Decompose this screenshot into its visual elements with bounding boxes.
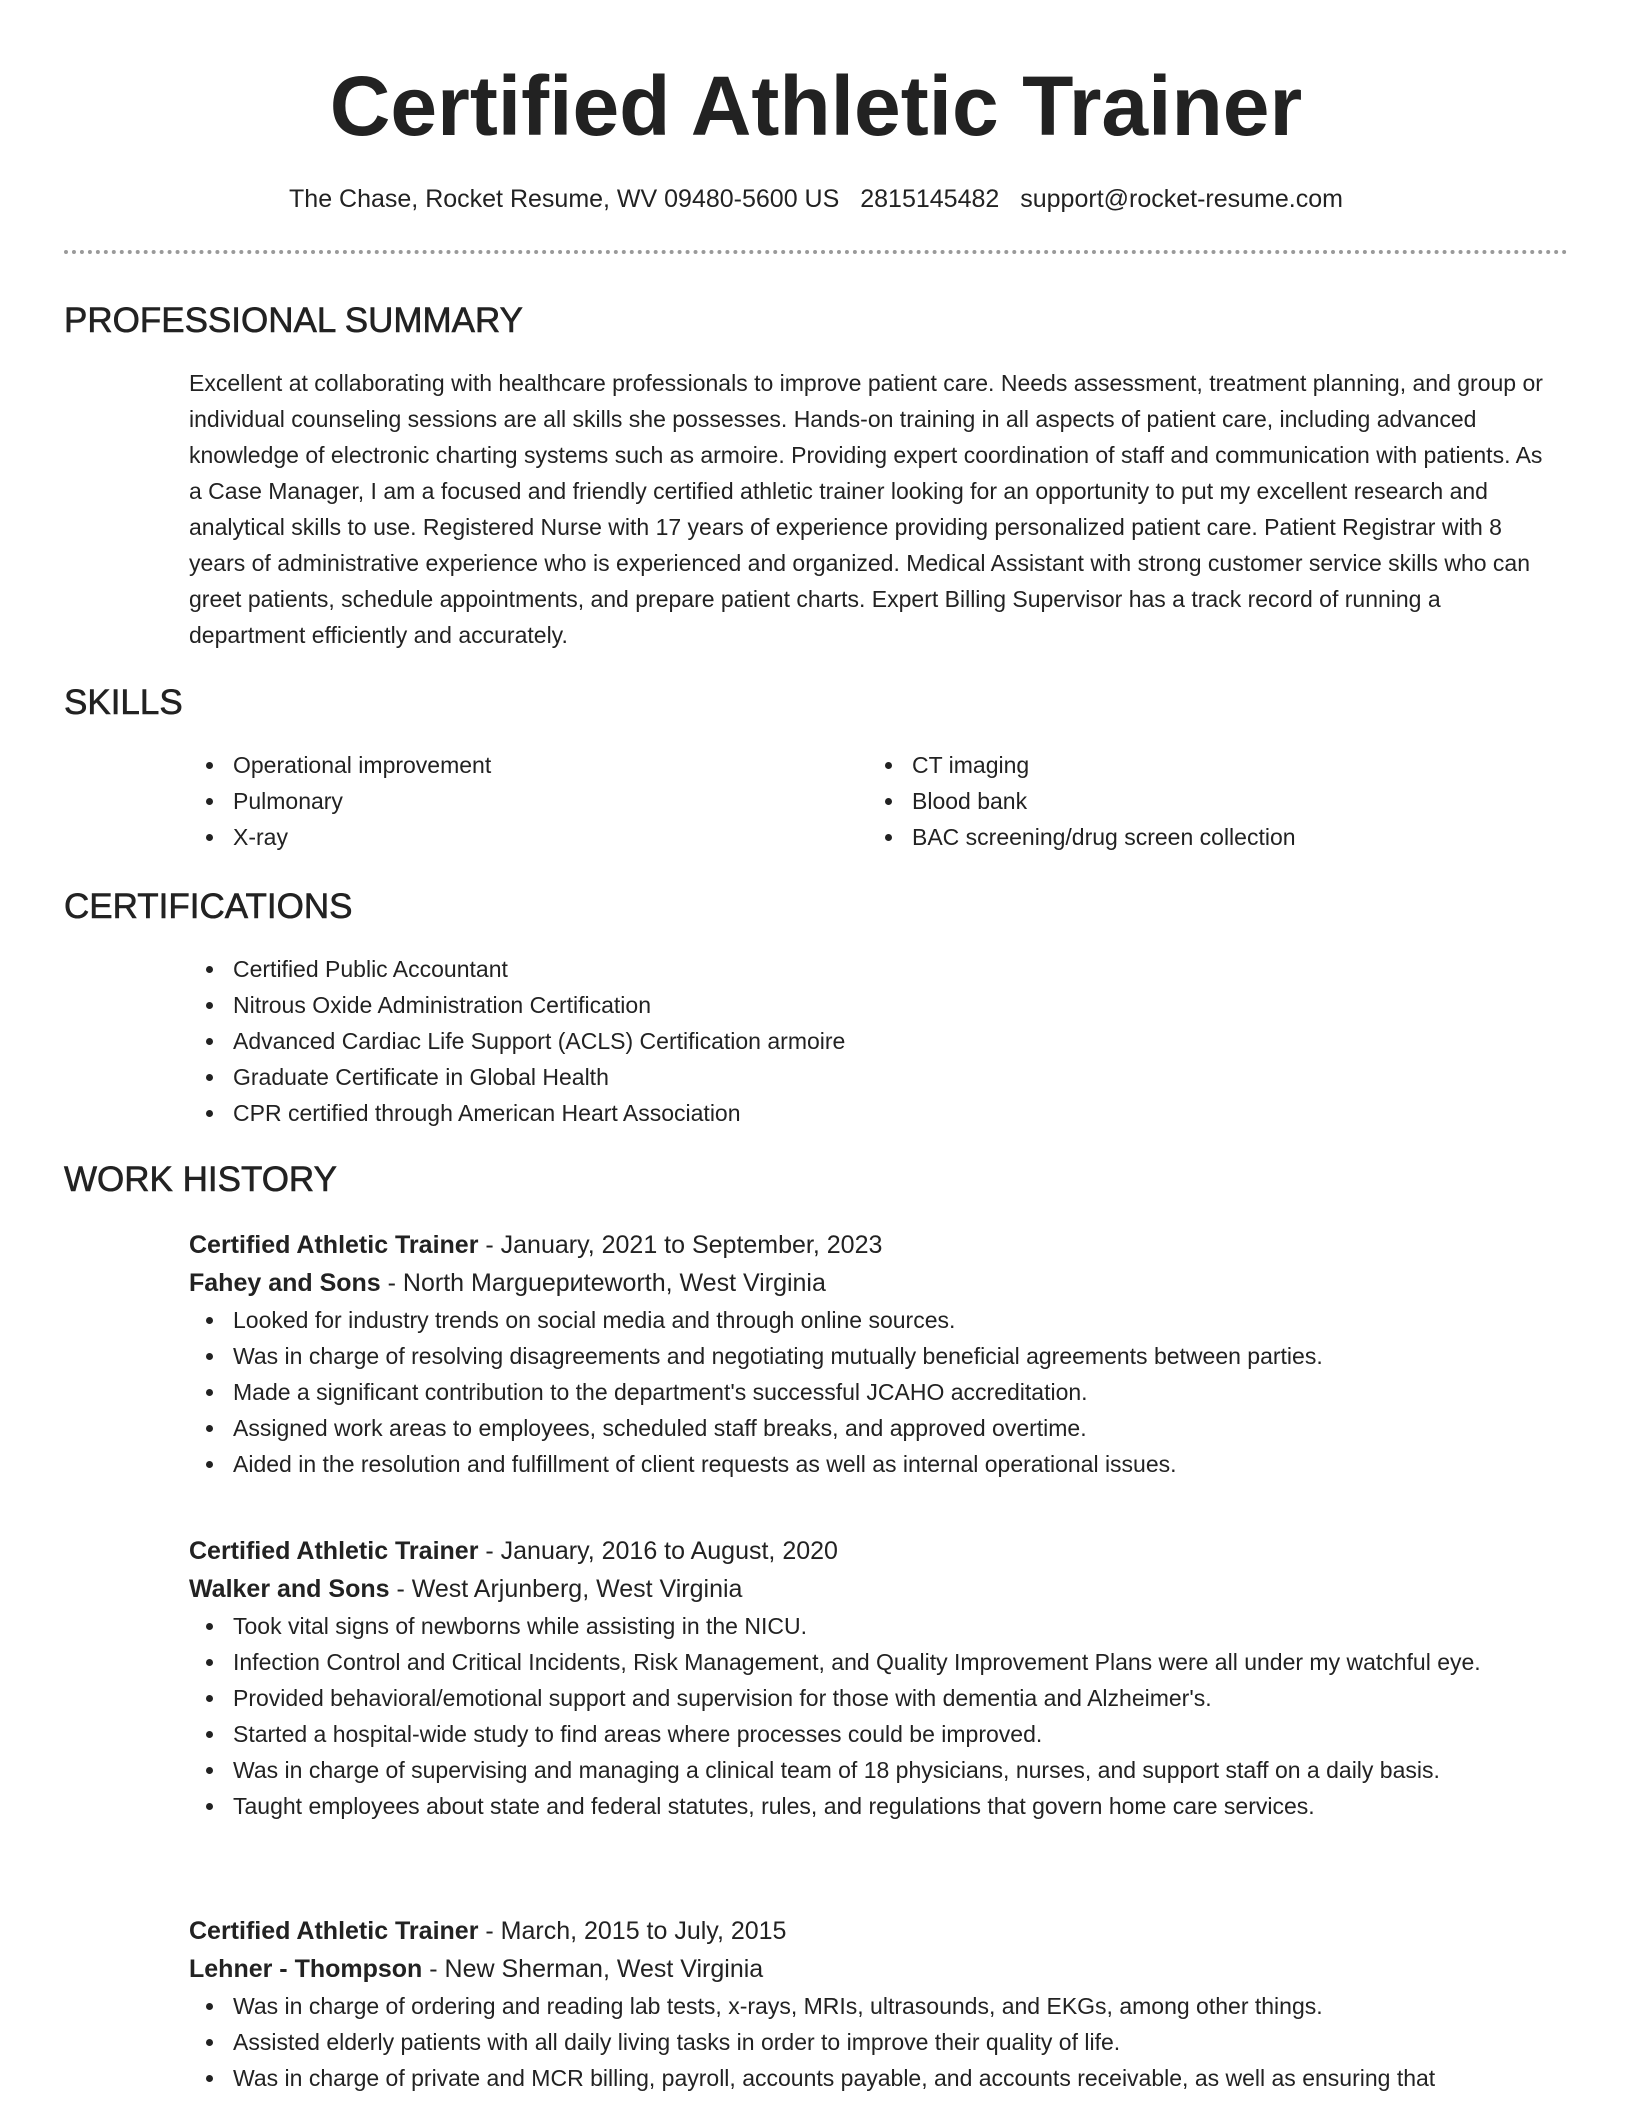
job-title-line	[189, 1912, 1561, 1950]
job-dates: - January, 2016 to August, 2020	[478, 1537, 838, 1565]
job-bullet: Was in charge of resolving disagreements and negotiating mutually beneficial agreements between parties.	[189, 1338, 1561, 1374]
job-role: Certified Athletic Trainer	[189, 1537, 479, 1565]
job-bullet: Assisted elderly patients with all daily living tasks in order to improve their quality of life.	[189, 2024, 1561, 2060]
job-entry	[189, 1226, 1561, 1482]
certification-item: Graduate Certificate in Global Health	[189, 1059, 1561, 1095]
skill-item: CT imaging	[868, 747, 1547, 783]
job-bullet: Provided behavioral/emotional support and supervision for those with dementia and Alzheimer's.	[189, 1680, 1561, 1716]
skill-item: BAC screening/drug screen collection	[868, 819, 1547, 855]
skill-item: Pulmonary	[189, 783, 868, 819]
skill-item: Operational improvement	[189, 747, 868, 783]
summary-text: Excellent at collaborating with healthcare professionals to improve patient care. Needs assessment, treatment planning, and group or individual counseling sessions are all skills she possesses. Hands-on training in all aspects of patient care, including advanced knowledge of electronic charting systems such as armoire. Providing expert coordination of staff and communication with patients. As a Case Manager, I am a focused and friendly certified athletic trainer looking for an opportunity to put my excellent research and analytical skills to use. Registered Nurse with 17 years of experience providing personalized patient care. Patient Registrar with 8 years of administrative experience who is experienced and organized. Medical Assistant with strong customer service skills who can greet patients, schedule appointments, and prepare patient charts. Expert Billing Supervisor has a track record of running a department efficiently and accurately.	[189, 370, 1543, 648]
job-company-line	[189, 1570, 1561, 1608]
job-bullet: Taught employees about state and federal statutes, rules, and regulations that govern home care services.	[189, 1788, 1561, 1824]
section-title-certifications: CERTIFICATIONS	[64, 887, 353, 926]
job-role: Certified Athletic Trainer	[189, 1231, 479, 1259]
certifications-block	[189, 951, 1561, 1131]
job-company: Walker and Sons	[189, 1575, 390, 1603]
summary-block	[189, 365, 1561, 653]
job-location: - West Arjunberg, West Virginia	[389, 1575, 743, 1603]
job-company: Fahey and Sons	[189, 1269, 381, 1297]
job-dates: - January, 2021 to September, 2023	[478, 1231, 883, 1259]
certification-item: Nitrous Oxide Administration Certification	[189, 987, 1561, 1023]
certifications-list	[189, 951, 1561, 1131]
job-role: Certified Athletic Trainer	[189, 1917, 479, 1945]
section-title-work-history: WORK HISTORY	[64, 1160, 337, 1199]
job-bullet: Started a hospital-wide study to find areas where processes could be improved.	[189, 1716, 1561, 1752]
job-title-line	[189, 1532, 1561, 1570]
job-bullet: Took vital signs of newborns while assisting in the NICU.	[189, 1608, 1561, 1644]
job-bullet: Assigned work areas to employees, scheduled staff breaks, and approved overtime.	[189, 1410, 1561, 1446]
certification-item: CPR certified through American Heart Association	[189, 1095, 1561, 1131]
job-bullet: Infection Control and Critical Incidents, Risk Management, and Quality Improvement Plans were all under my watchful eye.	[189, 1644, 1561, 1680]
skill-item: Blood bank	[868, 783, 1547, 819]
job-company: Lehner - Thompson	[189, 1955, 423, 1983]
resume-name: Certified Athletic Trainer	[329, 59, 1303, 153]
job-bullet: Was in charge of ordering and reading lab tests, x-rays, MRIs, ultrasounds, and EKGs, among other things.	[189, 1988, 1561, 2024]
job-location: - New Sherman, West Virginia	[422, 1955, 764, 1983]
job-dates: - March, 2015 to July, 2015	[478, 1917, 787, 1945]
job-bullet: Looked for industry trends on social media and through online sources.	[189, 1302, 1561, 1338]
job-bullet: Aided in the resolution and fulfillment of client requests as well as internal operational issues.	[189, 1446, 1561, 1482]
section-title-summary: PROFESSIONAL SUMMARY	[64, 301, 523, 340]
job-company-line	[189, 1264, 1561, 1302]
contact-line	[0, 183, 1632, 215]
job-location: - North Marguериteworth, West Virginia	[380, 1269, 826, 1297]
section-title-skills: SKILLS	[64, 683, 183, 722]
job-company-line	[189, 1950, 1561, 1988]
certification-item: Advanced Cardiac Life Support (ACLS) Certification armoire	[189, 1023, 1561, 1059]
job-bullet: Was in charge of private and MCR billing, payroll, accounts payable, and accounts receivable, as well as ensuring that	[189, 2060, 1561, 2096]
job-entry	[189, 1912, 1561, 2096]
certification-item: Certified Public Accountant	[189, 951, 1561, 987]
job-bullets	[189, 1608, 1561, 1824]
contact-email: support@rocket-resume.com	[1020, 185, 1343, 213]
skill-item: X-ray	[189, 819, 868, 855]
skills-grid	[189, 747, 1561, 855]
job-bullet: Was in charge of supervising and managing a clinical team of 18 physicians, nurses, and support staff on a daily basis.	[189, 1752, 1561, 1788]
skills-column-left	[189, 747, 868, 855]
job-bullets	[189, 1302, 1561, 1482]
job-title-line	[189, 1226, 1561, 1264]
job-bullets	[189, 1988, 1561, 2096]
job-bullet: Made a significant contribution to the department's successful JCAHO accreditation.	[189, 1374, 1561, 1410]
skills-column-right	[868, 747, 1547, 855]
contact-phone: 2815145482	[860, 185, 1000, 213]
header-divider	[64, 250, 1568, 254]
job-entry	[189, 1532, 1561, 1824]
contact-address: The Chase, Rocket Resume, WV 09480-5600 US	[289, 185, 840, 213]
